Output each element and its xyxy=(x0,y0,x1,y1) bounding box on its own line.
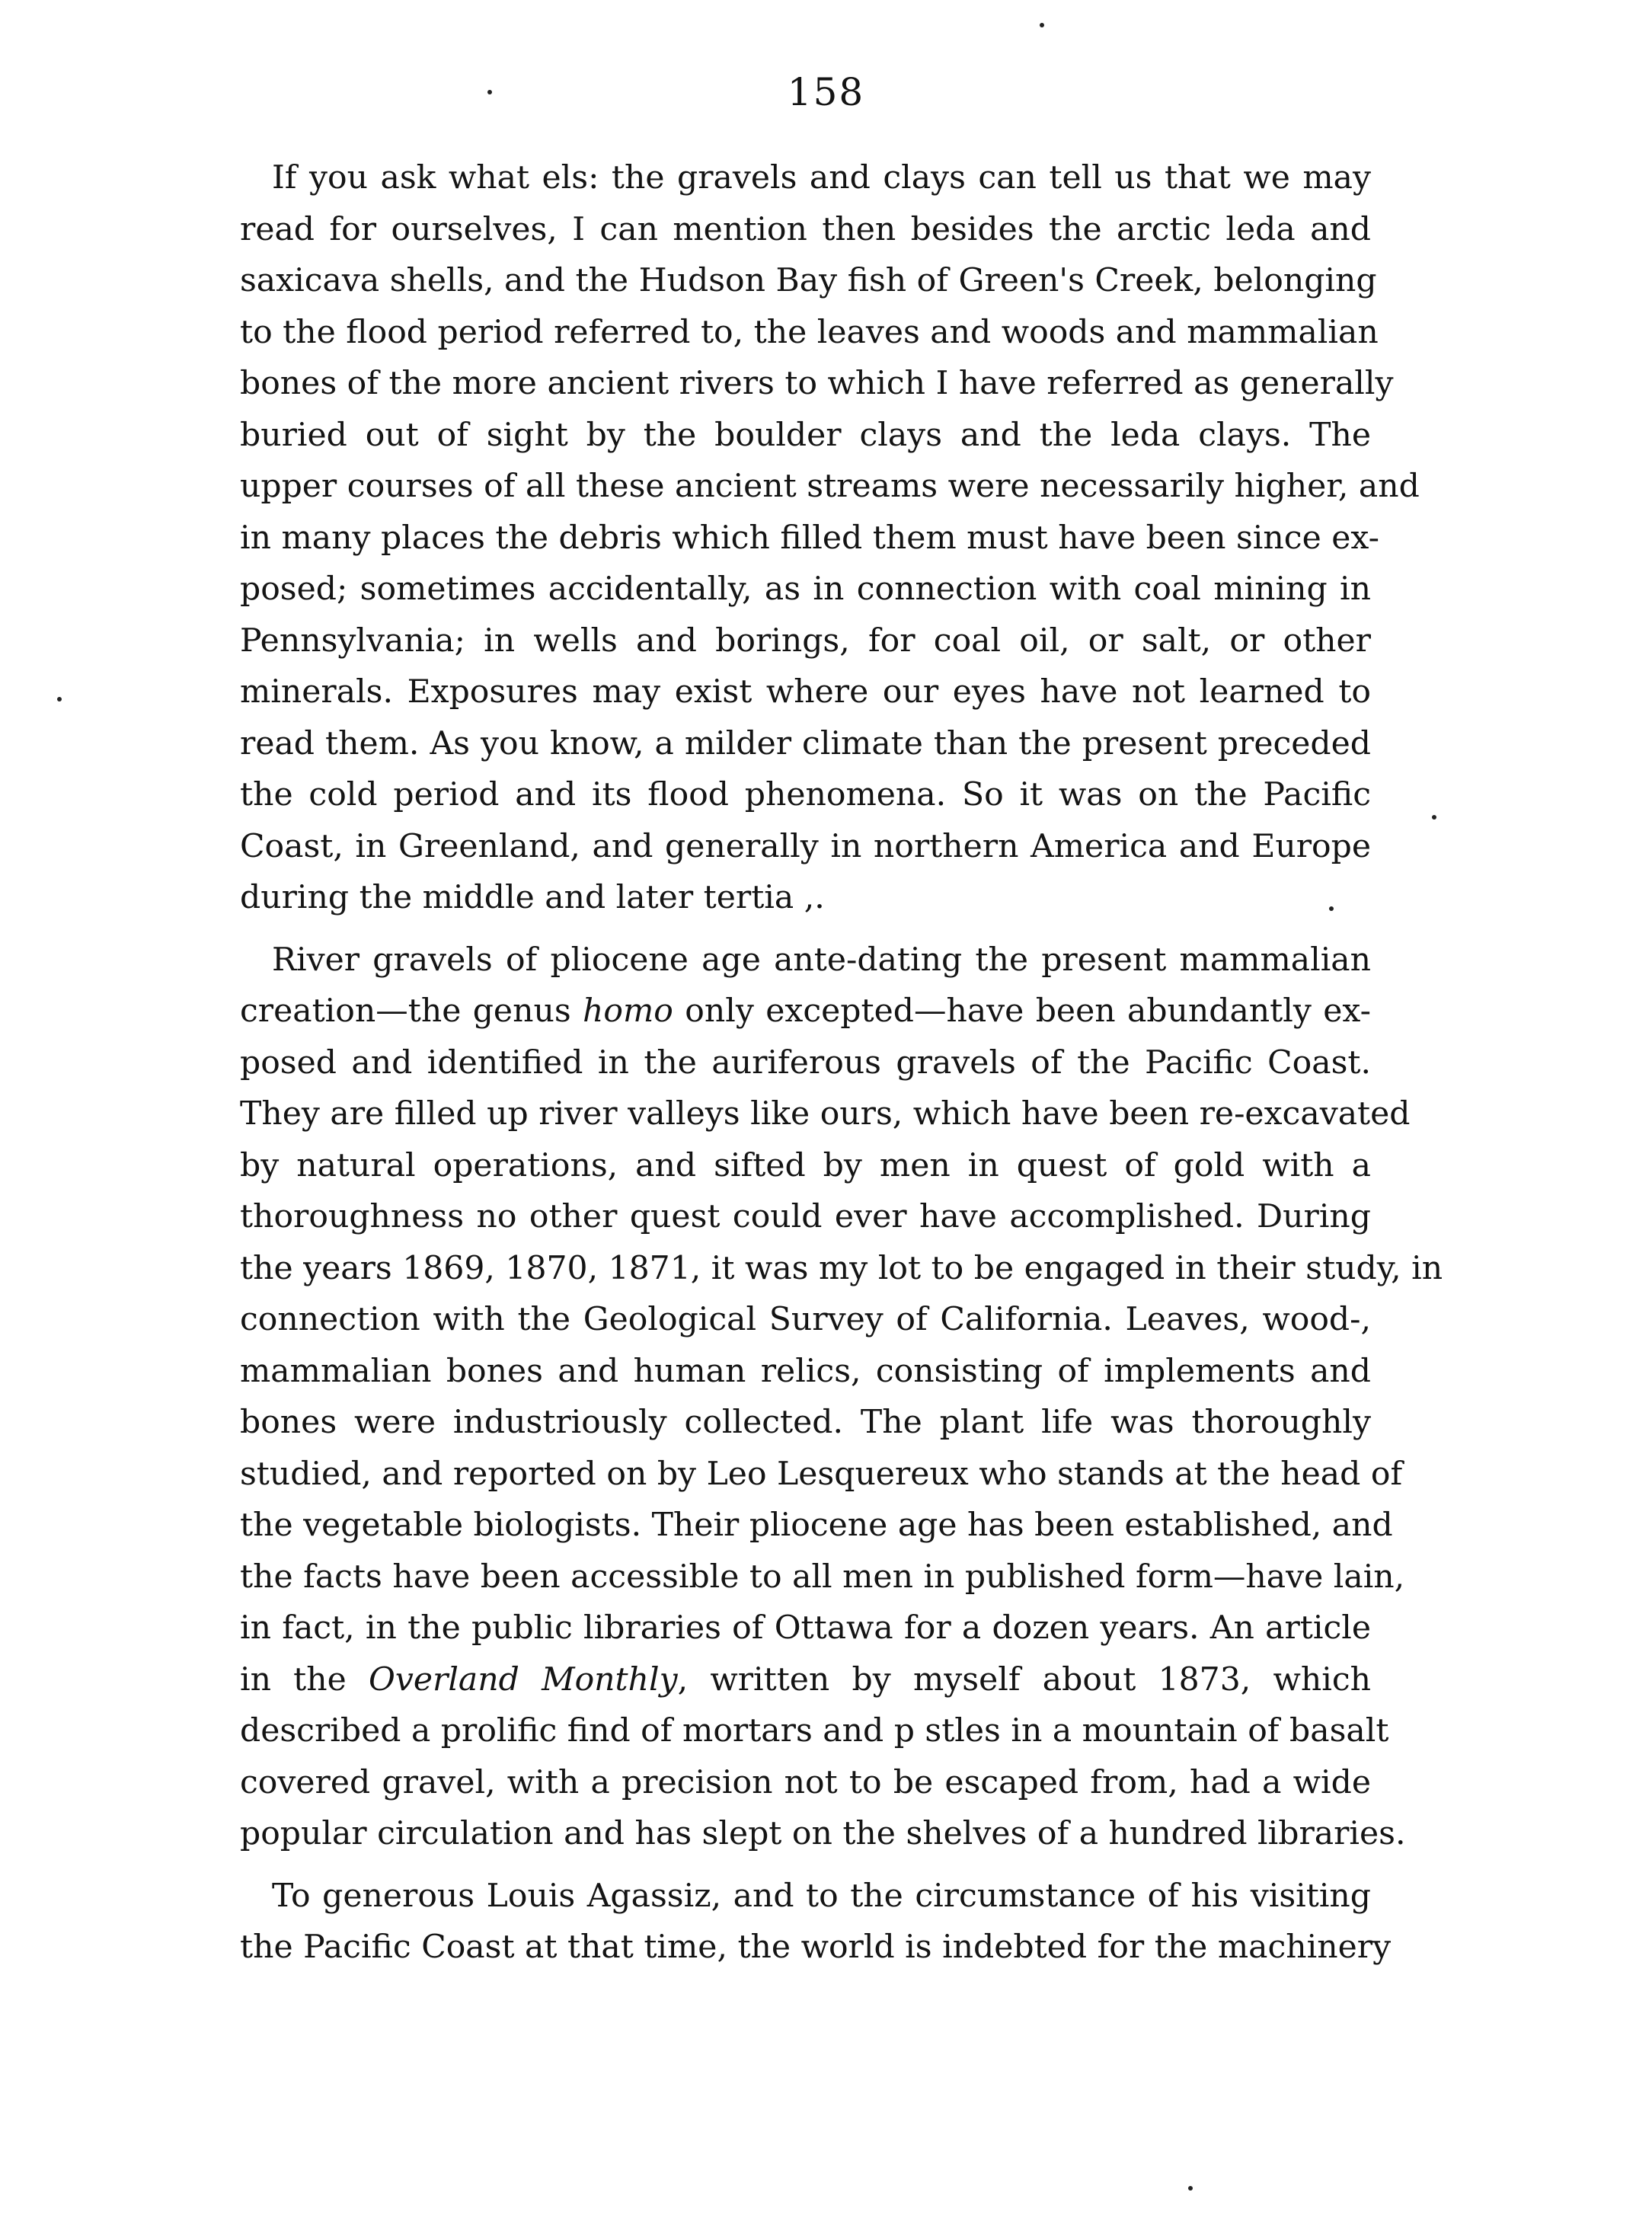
text-line: bones were industriously collected. The plant life was thoroughly xyxy=(240,1404,1371,1441)
text-line: connection with the Geological Survey of California. Leaves, wood-, xyxy=(240,1301,1371,1338)
text-line: the vegetable biologists. Their pliocene age has been established, and xyxy=(240,1507,1393,1544)
text-line: read them. As you know, a milder climate than the present preceded xyxy=(240,724,1371,762)
scan-speck xyxy=(487,90,492,94)
body-text xyxy=(240,152,1443,1973)
text-line: popular circulation and has slept on the shelves of a hundred libraries. xyxy=(240,1815,1406,1852)
text-line: to the flood period referred to, the leaves and woods and mammalian xyxy=(240,313,1379,351)
text-line: the cold period and its flood phenomena. So it was on the Pacific xyxy=(240,776,1371,813)
text-line: They are filled up river valleys like ours, which have been re-excavated xyxy=(240,1095,1411,1133)
scan-speck xyxy=(1329,906,1334,911)
text-line: mammalian bones and human relics, consisting of implements and xyxy=(240,1352,1371,1390)
text-line: in fact, in the public libraries of Ottawa for a dozen years. An article xyxy=(240,1609,1371,1647)
text-line: by natural operations, and sifted by men in quest of gold with a xyxy=(240,1146,1371,1184)
text-line: the years 1869, 1870, 1871, it was my lot to be engaged in their study, in xyxy=(240,1249,1443,1287)
text-line: creation—the genus homo only excepted—have been abundantly ex- xyxy=(240,992,1371,1030)
page-number: 158 xyxy=(787,70,865,114)
text-line: If you ask what els: the gravels and clays can tell us that we may xyxy=(272,159,1371,197)
text-line: in the Overland Monthly, written by myself about 1873, which xyxy=(240,1660,1371,1699)
text-line: during the middle and later tertia ,. xyxy=(240,879,825,916)
scan-speck xyxy=(1040,23,1044,27)
text-line: in many places the debris which filled them must have been since ex- xyxy=(240,519,1379,557)
scan-speck xyxy=(1188,2186,1193,2191)
text-line: To generous Louis Agassiz, and to the circumstance of his visiting xyxy=(272,1877,1371,1915)
text-line: studied, and reported on by Leo Lesquereux who stands at the head of xyxy=(240,1455,1403,1493)
text-line: thoroughness no other quest could ever have accomplished. During xyxy=(240,1198,1371,1235)
text-line: covered gravel, with a precision not to be escaped from, had a wide xyxy=(240,1763,1371,1801)
scan-speck xyxy=(57,697,62,701)
text-line: read for ourselves, I can mention then besides the arctic leda and xyxy=(240,210,1371,248)
text-line: saxicava shells, and the Hudson Bay fish of Green's Creek, belonging xyxy=(240,262,1377,299)
text-line: Coast, in Greenland, and generally in northern America and Europe xyxy=(240,827,1371,865)
text-line: posed and identified in the auriferous gravels of the Pacific Coast. xyxy=(240,1043,1371,1082)
text-line: posed; sometimes accidentally, as in connection with coal mining in xyxy=(240,570,1371,608)
paragraph-2 xyxy=(240,935,1443,1860)
text-line: bones of the more ancient rivers to which I have referred as generally xyxy=(240,365,1394,402)
text-line: upper courses of all these ancient streams were necessarily higher, and xyxy=(240,468,1420,505)
paragraph-3 xyxy=(240,1871,1392,1973)
text-line: River gravels of pliocene age ante-dating the present mammalian xyxy=(272,941,1371,979)
text-line: the Pacific Coast at that time, the world is indebted for the machinery xyxy=(240,1929,1392,1966)
text-line: Pennsylvania; in wells and borings, for coal oil, or salt, or other xyxy=(240,622,1371,660)
scan-speck xyxy=(1432,815,1436,820)
text-line: the facts have been accessible to all men in published form—have lain, xyxy=(240,1558,1405,1596)
paragraph-1 xyxy=(240,152,1420,924)
text-line: buried out of sight by the boulder clays and the leda clays. The xyxy=(240,416,1371,454)
text-line: minerals. Exposures may exist where our eyes have not learned to xyxy=(240,673,1371,711)
text-line: described a prolific find of mortars and p stles in a mountain of basalt xyxy=(240,1712,1389,1750)
